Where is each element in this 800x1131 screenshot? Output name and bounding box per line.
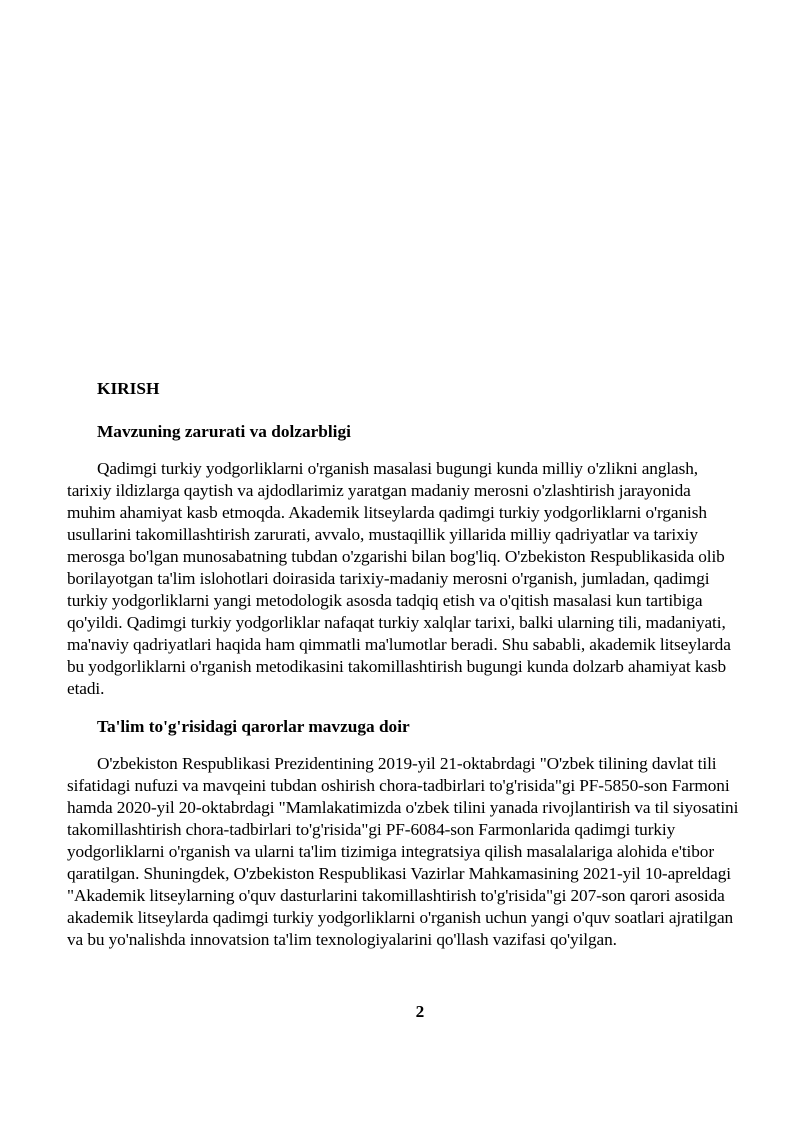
section-heading-decrees: Ta'lim to'g'risidagi qarorlar mavzuga doir: [97, 717, 410, 736]
document-title: KIRISH: [97, 379, 160, 398]
page-number: 2: [415, 1002, 425, 1021]
section-paragraph-relevance: Qadimgi turkiy yodgorliklarni o'rganish masalasi bugungi kunda milliy o'zlikni anglash, tarixiy ildizlarga qaytish va ajdodlarimiz yaratgan madaniy merosni o'zlashtirish jarayonida muhim ahamiyat kasb etmoqda. Akademik litseylarda qadimgi turkiy yodgorliklarni o'rganish usullarini takomillashtirish zarurati, avvalo, mustaqillik yillarida milliy qadriyatlar va tarixiy merosga bo'lgan munosabatning tubdan o'zgarishi bilan bog'liq. O'zbekiston Respublikasida olib borilayotgan ta'lim islohotlari doirasida tarixiy-madaniy merosni o'rganish, jumladan, qadimgi turkiy yodgorliklarni yangi metodologik asosda tadqiq etish va o'qitish masalasi kun tartibiga qo'yildi. Qadimgi turkiy yodgorliklar nafaqat turkiy xalqlar tarixi, balki ularning tili, madaniyati, ma'naviy qadriyatlari haqida ham qimmatli ma'lumotlar beradi. Shu sababli, akademik litseylarda bu yodgorliklarni o'rganish metodikasini takomillashtirish bugungi kunda dolzarb ahamiyat kasb etadi.: [67, 459, 731, 698]
page-content: [67, 378, 742, 951]
section-paragraph-decrees: O'zbekiston Respublikasi Prezidentining 2019-yil 21-oktabrdagi "O'zbek tilining davlat tili sifatidagi nufuzi va mavqeini tubdan oshirish chora-tadbirlari to'g'risida"gi PF-5850-son Farmoni hamda 2020-yil 20-oktabrdagi "Mamlakatimizda o'zbek tilini yanada rivojlantirish va til siyosatini takomillashtirish chora-tadbirlari to'g'risida"gi PF-6084-son Farmonlarida qadimgi turkiy yodgorliklarni o'rganish va ularni ta'lim tizimiga integratsiya qilish masalalariga alohida e'tibor qaratilgan. Shuningdek, O'zbekiston Respublikasi Vazirlar Mahkamasining 2021-yil 10-apreldagi "Akademik litseylarning o'quv dasturlarini takomillashtirish to'g'risida"gi 207-son qarori asosida akademik litseylarda qadimgi turkiy yodgorliklarni o'rganish uchun yangi o'quv soatlari ajratilgan va bu yo'nalishda innovatsion ta'lim texnologiyalarini qo'llash vazifasi qo'yilgan.: [67, 754, 739, 949]
section-heading-relevance: Mavzuning zarurati va dolzarbligi: [97, 422, 351, 441]
